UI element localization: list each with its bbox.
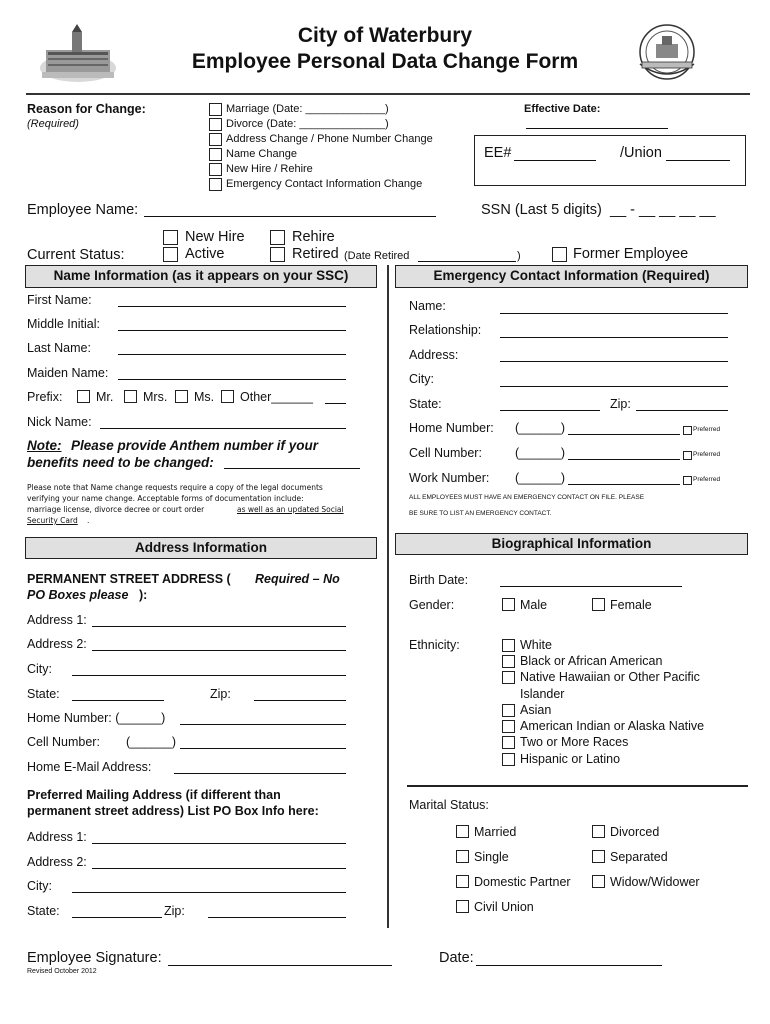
ec-notice-line2: BE SURE TO LIST AN EMERGENCY CONTACT. bbox=[409, 510, 552, 517]
ec-city-label: City: bbox=[409, 372, 434, 386]
cell-number-area[interactable]: (______) bbox=[126, 735, 177, 749]
prefix-mr-label: Mr. bbox=[96, 390, 114, 404]
eth-white-label: White bbox=[520, 638, 552, 652]
signature-date-field[interactable] bbox=[476, 965, 662, 966]
reason-required: (Required) bbox=[27, 118, 79, 130]
reason-emergency-contact-checkbox[interactable] bbox=[209, 178, 222, 191]
mailing-city-field[interactable] bbox=[72, 892, 346, 893]
prefix-mrs-checkbox[interactable] bbox=[124, 390, 137, 403]
eth-pacific-label: Native Hawaiian or Other Pacific bbox=[520, 670, 700, 684]
ec-relationship-label: Relationship: bbox=[409, 323, 482, 337]
address2-label: Address 2: bbox=[27, 637, 87, 651]
ec-cell-field[interactable] bbox=[568, 459, 680, 460]
eth-black-label: Black or African American bbox=[520, 654, 663, 668]
current-status-label: Current Status: bbox=[27, 247, 125, 263]
status-former-label: Former Employee bbox=[573, 246, 689, 262]
last-name-label: Last Name: bbox=[27, 341, 91, 355]
marital-divorced-checkbox[interactable] bbox=[592, 825, 605, 838]
gender-label: Gender: bbox=[409, 598, 455, 612]
home-number-field[interactable] bbox=[180, 724, 346, 725]
reason-name-change-checkbox[interactable] bbox=[209, 148, 222, 161]
ec-home-preferred-checkbox[interactable] bbox=[683, 426, 692, 435]
eth-hispanic-label: Hispanic or Latino bbox=[520, 752, 621, 766]
marital-separated-label: Separated bbox=[610, 850, 668, 864]
prefix-ms-checkbox[interactable] bbox=[175, 390, 188, 403]
nick-name-label: Nick Name: bbox=[27, 415, 92, 429]
date-retired-close: ) bbox=[517, 250, 521, 262]
ec-home-field[interactable] bbox=[568, 434, 680, 435]
anthem-note-text: Please provide Anthem number if your bbox=[71, 438, 319, 453]
revised-date: Revised October 2012 bbox=[27, 968, 97, 975]
status-active-checkbox[interactable] bbox=[163, 247, 178, 262]
preferred-mailing-label-2: permanent street address) List PO Box Info here: bbox=[27, 804, 319, 818]
status-retired-checkbox[interactable] bbox=[270, 247, 285, 262]
perm-address-label-c: PO Boxes please bbox=[27, 588, 129, 602]
mailing-state-label: State: bbox=[27, 904, 60, 918]
cell-number-field[interactable] bbox=[180, 748, 346, 749]
ec-name-label: Name: bbox=[409, 299, 446, 313]
ee-number-field[interactable] bbox=[514, 160, 596, 161]
name-change-fine-print-3: marriage license, divorce decree or court order bbox=[27, 505, 205, 514]
eth-white-checkbox[interactable] bbox=[502, 639, 515, 652]
effective-date-field[interactable] bbox=[526, 128, 668, 129]
ec-zip-label: Zip: bbox=[610, 397, 631, 411]
mailing-state-field[interactable] bbox=[72, 917, 162, 918]
date-retired-field[interactable] bbox=[418, 261, 516, 262]
ssn-field[interactable]: __ - __ __ __ __ bbox=[610, 202, 716, 218]
mailing-address1-field[interactable] bbox=[92, 843, 346, 844]
ec-cell-preferred-label: Preferred bbox=[693, 451, 721, 458]
marital-divider bbox=[407, 785, 748, 787]
reason-name-change-label: Name Change bbox=[226, 148, 297, 160]
date-retired-label: (Date Retired bbox=[344, 250, 410, 262]
mailing-city-label: City: bbox=[27, 879, 52, 893]
ec-work-area[interactable]: (______) bbox=[515, 471, 566, 485]
name-change-fine-print-3b: as well as an updated Social bbox=[237, 505, 344, 514]
effective-date-label: Effective Date: bbox=[524, 103, 601, 115]
ec-relationship-field[interactable] bbox=[500, 337, 728, 338]
name-change-fine-print-4b: . bbox=[87, 516, 90, 525]
ec-cell-preferred-checkbox[interactable] bbox=[683, 451, 692, 460]
signature-date-label: Date: bbox=[439, 950, 474, 966]
city-label: City: bbox=[27, 662, 52, 676]
perm-address-label-a: PERMANENT STREET ADDRESS ( bbox=[27, 572, 231, 586]
employee-name-label: Employee Name: bbox=[27, 202, 139, 218]
emergency-header: Emergency Contact Information (Required) bbox=[395, 265, 748, 288]
gender-female-checkbox[interactable] bbox=[592, 598, 605, 611]
marital-civil-union-label: Civil Union bbox=[474, 900, 534, 914]
eth-asian-label: Asian bbox=[520, 703, 552, 717]
first-name-field[interactable] bbox=[118, 306, 346, 307]
name-change-fine-print-4: Security Card bbox=[27, 516, 78, 525]
marital-single-checkbox[interactable] bbox=[456, 850, 469, 863]
status-retired-label: Retired bbox=[292, 246, 339, 262]
form-title-line2: Employee Personal Data Change Form bbox=[191, 50, 579, 73]
reason-emergency-contact-label: Emergency Contact Information Change bbox=[226, 178, 423, 190]
marital-widow-label: Widow/Widower bbox=[610, 875, 700, 889]
marital-status-label: Marital Status: bbox=[409, 798, 489, 812]
marital-domestic-label: Domestic Partner bbox=[474, 875, 571, 889]
eth-two-or-more-label: Two or More Races bbox=[520, 735, 629, 749]
middle-initial-label: Middle Initial: bbox=[27, 317, 100, 331]
perm-address-label-b: Required – No bbox=[255, 572, 340, 586]
ec-name-field[interactable] bbox=[500, 313, 728, 314]
prefix-ms-label: Ms. bbox=[194, 390, 215, 404]
mailing-address2-field[interactable] bbox=[92, 868, 346, 869]
birth-date-label: Birth Date: bbox=[409, 573, 469, 587]
prefix-other-extra-line[interactable] bbox=[325, 403, 346, 404]
ssn-label: SSN (Last 5 digits) bbox=[481, 202, 602, 218]
ethnicity-label: Ethnicity: bbox=[409, 638, 460, 652]
status-new-hire-checkbox[interactable] bbox=[163, 230, 178, 245]
employee-signature-label: Employee Signature: bbox=[27, 950, 162, 966]
reason-marriage-checkbox[interactable] bbox=[209, 103, 222, 116]
preferred-mailing-label-1: Preferred Mailing Address (if different than bbox=[27, 788, 281, 802]
reason-label: Reason for Change: bbox=[27, 102, 146, 116]
reason-divorce-label: Divorce (Date: ______________) bbox=[226, 118, 389, 130]
reason-divorce-checkbox[interactable] bbox=[209, 118, 222, 131]
home-number-label: Home Number: (______) bbox=[27, 711, 166, 725]
status-new-hire-label: New Hire bbox=[185, 229, 245, 245]
anthem-number-field[interactable] bbox=[224, 468, 360, 469]
cell-number-label: Cell Number: bbox=[27, 735, 100, 749]
gender-male-checkbox[interactable] bbox=[502, 598, 515, 611]
perm-address-label-d: ): bbox=[139, 588, 148, 602]
address2-field[interactable] bbox=[92, 650, 346, 651]
prefix-other-checkbox[interactable] bbox=[221, 390, 234, 403]
mailing-address2-label: Address 2: bbox=[27, 855, 87, 869]
union-label: /Union bbox=[620, 145, 662, 161]
marital-widow-checkbox[interactable] bbox=[592, 875, 605, 888]
ec-cell-label: Cell Number: bbox=[409, 446, 482, 460]
bio-info-header: Biographical Information bbox=[395, 533, 748, 555]
address1-field[interactable] bbox=[92, 626, 346, 627]
zip-label: Zip: bbox=[210, 687, 231, 701]
email-label: Home E-Mail Address: bbox=[27, 760, 152, 774]
form-title-line1: City of Waterbury bbox=[297, 24, 473, 47]
marital-divorced-label: Divorced bbox=[610, 825, 660, 839]
eth-two-or-more-checkbox[interactable] bbox=[502, 736, 515, 749]
anthem-note-label: Note: bbox=[27, 438, 62, 453]
ec-work-field[interactable] bbox=[568, 484, 680, 485]
ec-home-label: Home Number: bbox=[409, 421, 494, 435]
status-former-checkbox[interactable] bbox=[552, 247, 567, 262]
ec-work-label: Work Number: bbox=[409, 471, 490, 485]
status-active-label: Active bbox=[185, 246, 225, 262]
employee-signature-field[interactable] bbox=[168, 965, 392, 966]
header-rule bbox=[26, 93, 750, 95]
ec-work-preferred-checkbox[interactable] bbox=[683, 476, 692, 485]
ec-city-field[interactable] bbox=[500, 386, 728, 387]
ec-address-field[interactable] bbox=[500, 361, 728, 362]
reason-new-hire-checkbox[interactable] bbox=[209, 163, 222, 176]
reason-address-change-checkbox[interactable] bbox=[209, 133, 222, 146]
last-name-field[interactable] bbox=[118, 354, 346, 355]
first-name-label: First Name: bbox=[27, 293, 92, 307]
name-change-fine-print-1: Please note that Name change requests require a copy of the legal documents bbox=[27, 483, 323, 492]
eth-pacific-islander-checkbox[interactable] bbox=[502, 671, 515, 684]
prefix-mrs-label: Mrs. bbox=[143, 390, 168, 404]
ec-state-field[interactable] bbox=[500, 410, 600, 411]
email-field[interactable] bbox=[174, 773, 346, 774]
ec-state-label: State: bbox=[409, 397, 442, 411]
ec-work-preferred-label: Preferred bbox=[693, 476, 721, 483]
ec-home-area[interactable]: (______) bbox=[515, 421, 566, 435]
city-field[interactable] bbox=[72, 675, 346, 676]
prefix-other-label: Other______ bbox=[240, 390, 313, 404]
marital-single-label: Single bbox=[474, 850, 509, 864]
address1-label: Address 1: bbox=[27, 613, 87, 627]
state-label: State: bbox=[27, 687, 60, 701]
eth-pacific-label-2: Islander bbox=[520, 687, 565, 701]
marital-civil-union-checkbox[interactable] bbox=[456, 900, 469, 913]
name-info-header: Name Information (as it appears on your SSC) bbox=[25, 265, 377, 288]
ec-address-label: Address: bbox=[409, 348, 459, 362]
nick-name-field[interactable] bbox=[100, 428, 346, 429]
state-field[interactable] bbox=[72, 700, 164, 701]
middle-initial-field[interactable] bbox=[118, 330, 346, 331]
employee-name-field[interactable] bbox=[144, 216, 436, 217]
reason-marriage-label: Marriage (Date: _____________) bbox=[226, 103, 389, 115]
ee-number-label: EE# bbox=[484, 145, 512, 161]
mailing-zip-label: Zip: bbox=[164, 904, 185, 918]
mailing-zip-field[interactable] bbox=[208, 917, 346, 918]
reason-address-change-label: Address Change / Phone Number Change bbox=[226, 133, 433, 145]
anthem-note-text2: benefits need to be changed: bbox=[27, 455, 214, 470]
marital-married-checkbox[interactable] bbox=[456, 825, 469, 838]
zip-field[interactable] bbox=[254, 700, 346, 701]
eth-black-checkbox[interactable] bbox=[502, 655, 515, 668]
union-field[interactable] bbox=[666, 160, 730, 161]
eth-asian-checkbox[interactable] bbox=[502, 704, 515, 717]
ec-zip-field[interactable] bbox=[636, 410, 728, 411]
ec-notice-line1: ALL EMPLOYEES MUST HAVE AN EMERGENCY CONTACT ON FILE. PLEASE bbox=[409, 494, 645, 501]
maiden-name-label: Maiden Name: bbox=[27, 366, 109, 380]
marital-separated-checkbox[interactable] bbox=[592, 850, 605, 863]
prefix-mr-checkbox[interactable] bbox=[77, 390, 90, 403]
ec-cell-area[interactable]: (______) bbox=[515, 446, 566, 460]
prefix-label: Prefix: bbox=[27, 390, 63, 404]
gender-male-label: Male bbox=[520, 598, 548, 612]
eth-american-indian-checkbox[interactable] bbox=[502, 720, 515, 733]
marital-married-label: Married bbox=[474, 825, 517, 839]
ec-home-preferred-label: Preferred bbox=[693, 426, 721, 433]
status-rehire-label: Rehire bbox=[292, 229, 335, 245]
reason-new-hire-label: New Hire / Rehire bbox=[226, 163, 313, 175]
birth-date-field[interactable] bbox=[500, 586, 682, 587]
city-seal-logo bbox=[636, 22, 698, 82]
eth-american-indian-label: American Indian or Alaska Native bbox=[520, 719, 705, 733]
name-change-fine-print-2: verifying your name change. Acceptable forms of documentation include: bbox=[27, 494, 304, 503]
mailing-address1-label: Address 1: bbox=[27, 830, 87, 844]
maiden-name-field[interactable] bbox=[118, 379, 346, 380]
marital-domestic-checkbox[interactable] bbox=[456, 875, 469, 888]
column-divider bbox=[387, 265, 389, 928]
eth-hispanic-checkbox[interactable] bbox=[502, 753, 515, 766]
address-info-header: Address Information bbox=[25, 537, 377, 559]
status-rehire-checkbox[interactable] bbox=[270, 230, 285, 245]
gender-female-label: Female bbox=[610, 598, 652, 612]
